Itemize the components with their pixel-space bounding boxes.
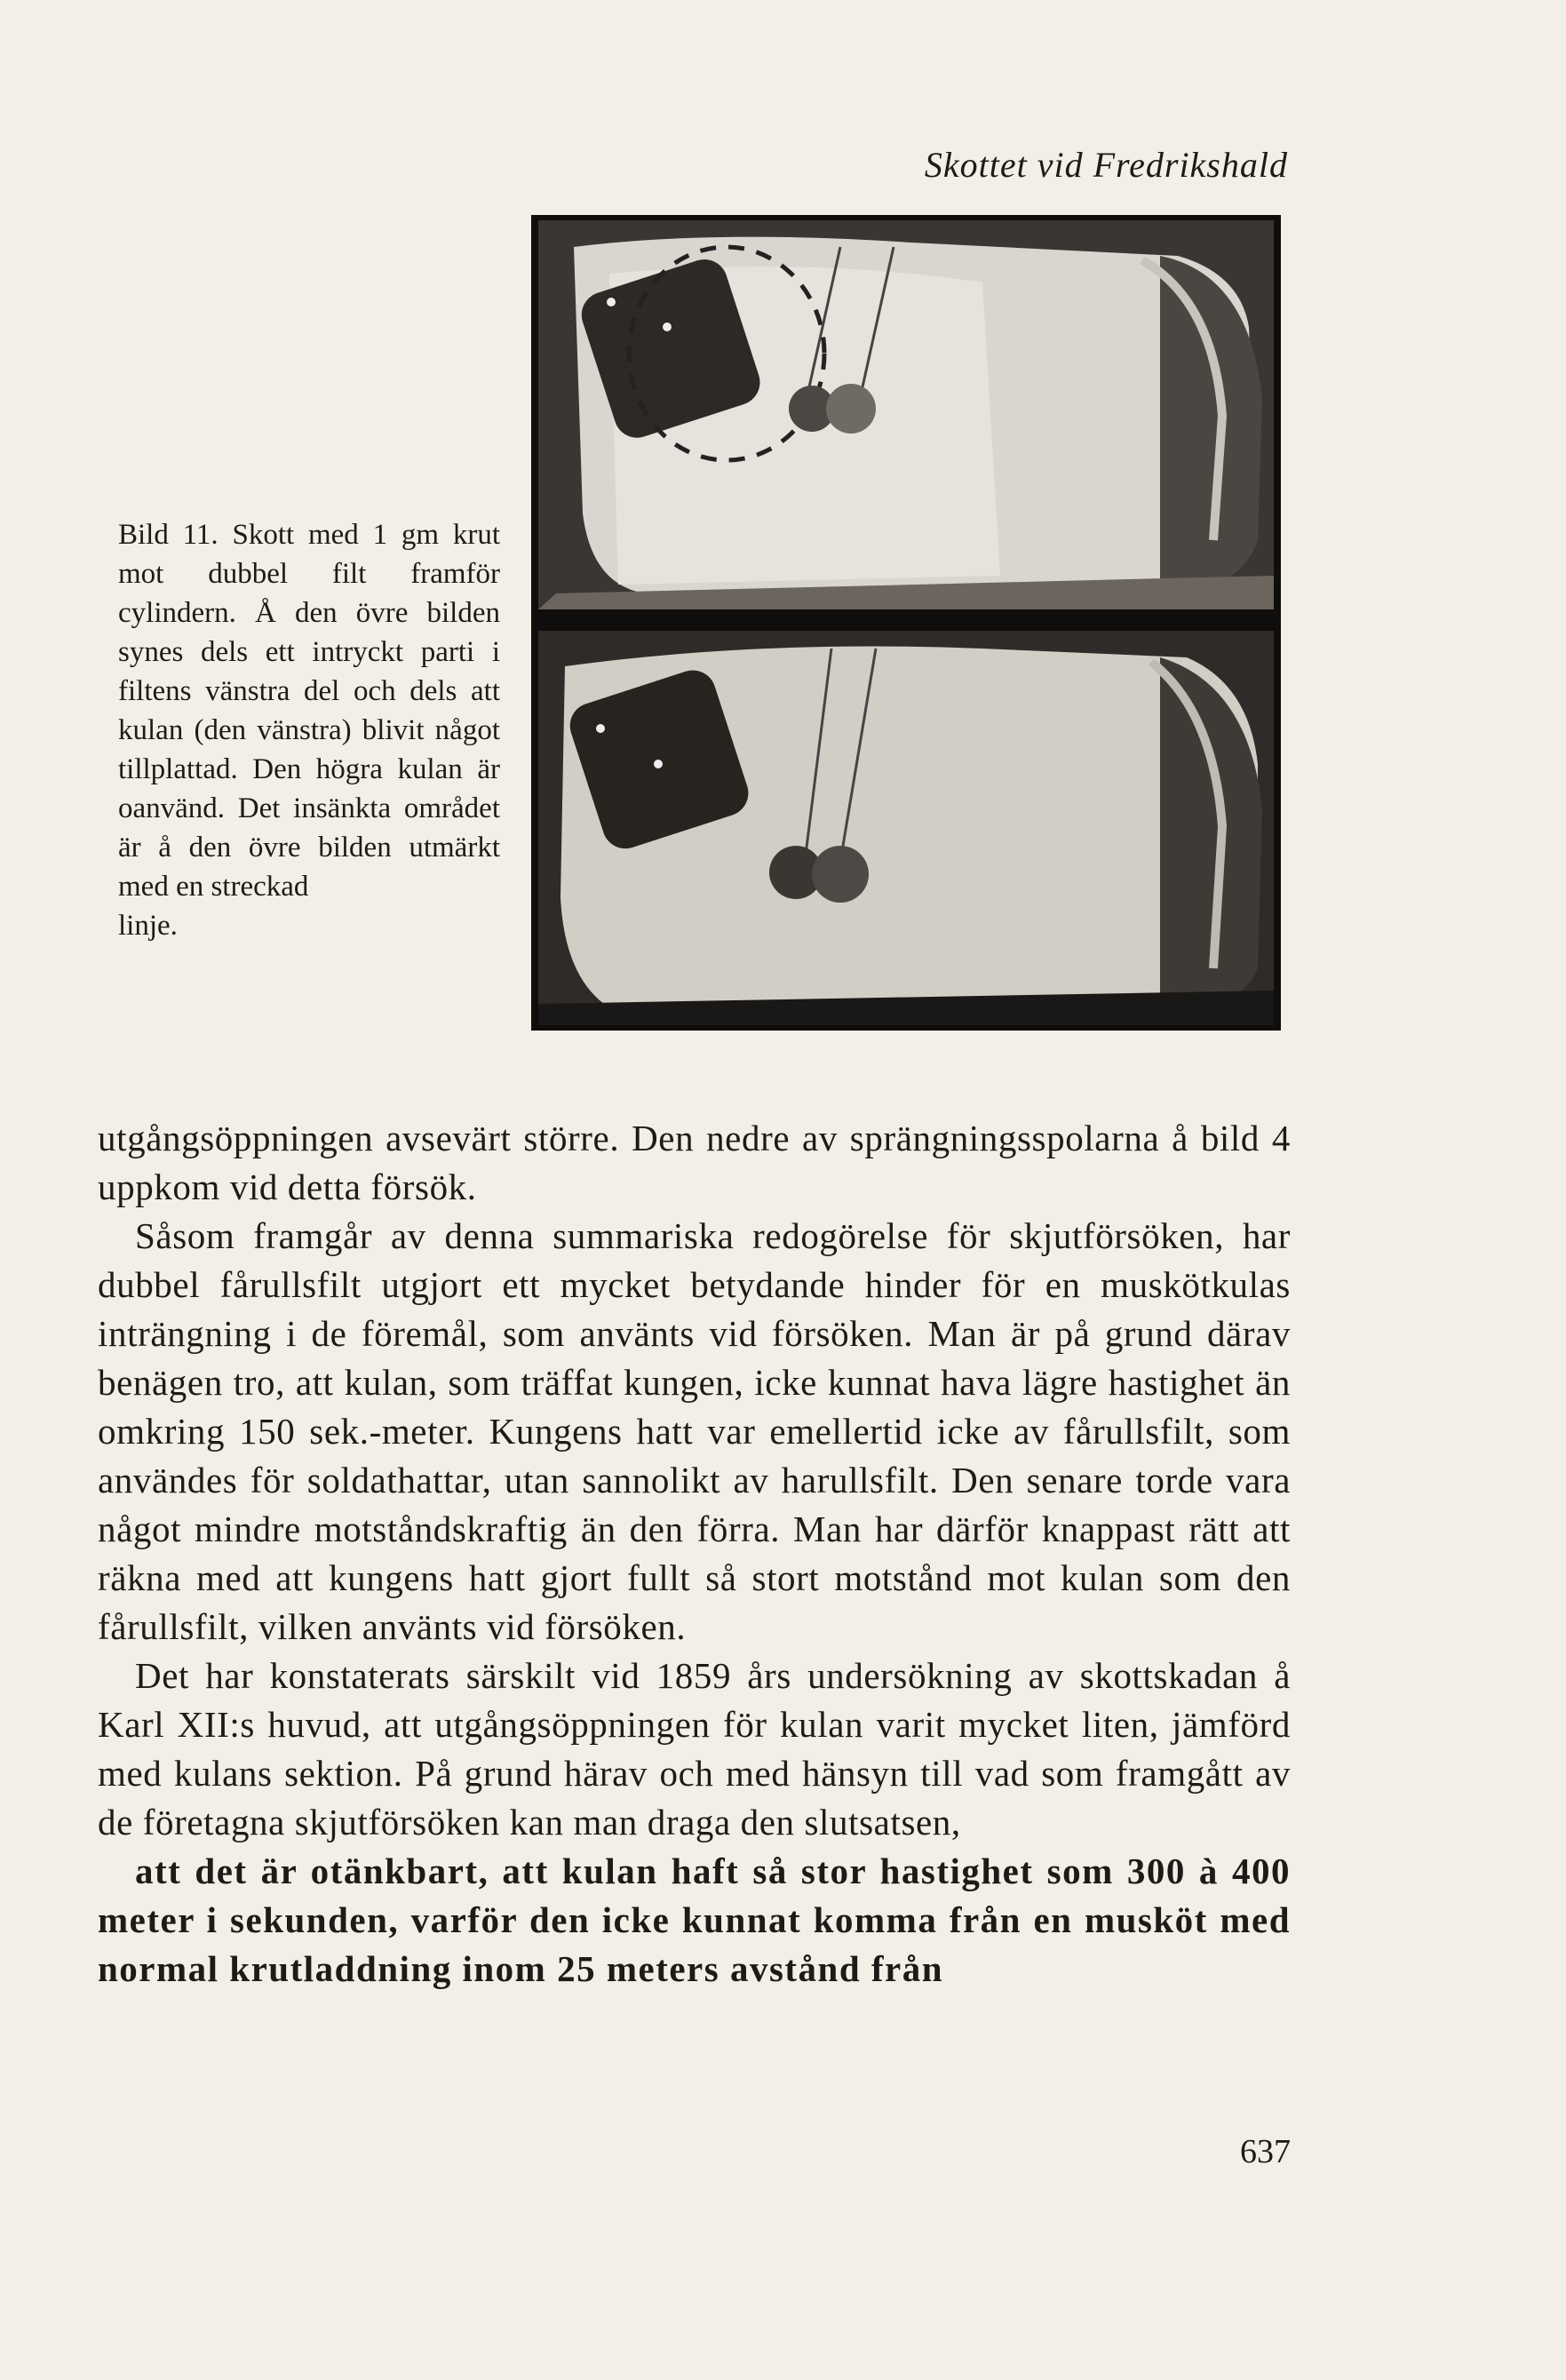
paragraph-3: Det har konstaterats särskilt vid 1859 års undersökning av skottskadan å Karl XII:s huvud, att utgångsöppningen för kulan varit mycket liten, jämförd med kulans sektion. På grund härav och med hänsyn till vad som framgått av de företagna skjutförsöken kan man draga den slutsatsen, xyxy=(98,1655,1291,1843)
figure-caption xyxy=(118,515,500,945)
paragraph-2: Såsom framgår av denna summariska redogörelse för skjutförsöken, har dubbel fårullsfilt utgjort ett mycket betydande hinder för en muskötkulas inträngning i de föremål, som använts vid försöken. Man är på grund därav benägen tro, att kulan, som träffat kungen, icke kunnat hava lägre hastighet än omkring 150 sek.-meter. Kungens hatt var emellertid icke av fårullsfilt, som användes för soldathattar, utan sannolikt av harullsfilt. Den senare torde vara något mindre motståndskraftig än den förra. Man har därför knappast rätt att räkna med att kungens hatt gjort fullt så stort motstånd mot kulan som den fårullsfilt, vilken använts vid försöken. xyxy=(98,1215,1291,1647)
running-head: Skottet vid Fredrikshald xyxy=(924,145,1288,185)
paragraph-4-bold: att det är otänkbart, att kulan haft så stor hastighet som 300 à 400 meter i sekunden, varför den icke kunnat komma från en musköt med normal krutladdning inom 25 meters avstånd från xyxy=(98,1851,1291,1989)
photo-bottom xyxy=(538,631,1274,1025)
caption-text: Bild 11. Skott med 1 gm krut mot dubbel filt framför cylindern. Å den övre bilden synes dels ett intryckt parti i filtens vänstra del och dels att kulan (den vänstra) blivit något tillplattad. Den högra kulan är oanvänd. Det insänkta området är å den övre bilden utmärkt med en streckad xyxy=(118,519,500,903)
paragraph-1: utgångsöppningen avsevärt större. Den nedre av sprängningsspolarna å bild 4 uppkom vid detta försök. xyxy=(98,1118,1291,1207)
photo-top-image xyxy=(538,220,1274,609)
photo-top xyxy=(538,220,1274,609)
photo-bottom-image xyxy=(538,631,1274,1025)
body-text xyxy=(98,1114,1291,1994)
figure-photographs xyxy=(531,215,1281,1031)
caption-last-line: linje. xyxy=(118,910,178,942)
page-number: 637 xyxy=(1240,2133,1291,2170)
